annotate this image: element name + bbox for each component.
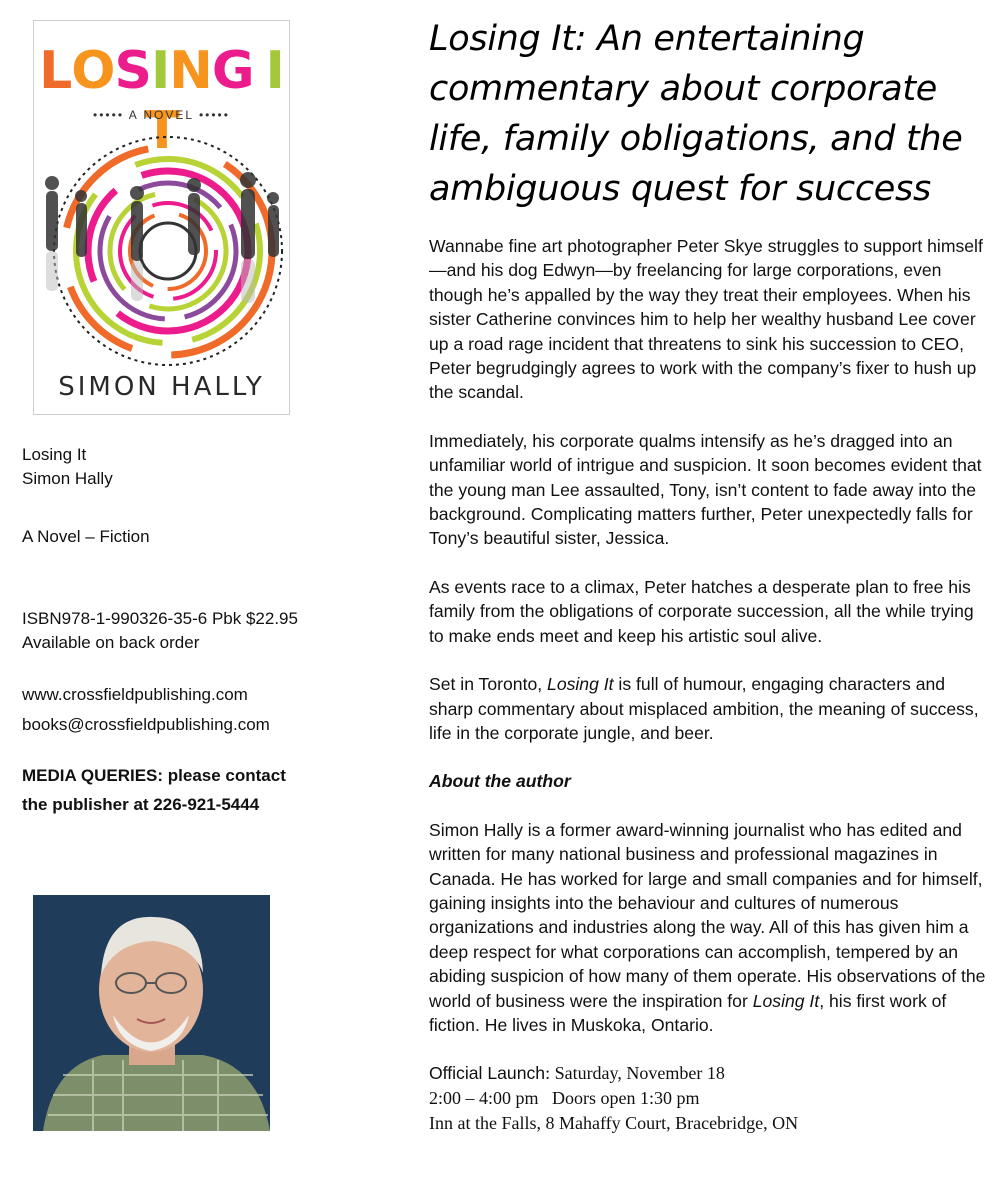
cover-title-letter: I xyxy=(150,41,170,101)
cover-art-circles xyxy=(36,131,289,371)
isbn-price: ISBN978-1-990326-35-6 Pbk $22.95 xyxy=(22,609,298,628)
headline: Losing It: An entertaining commentary about corporate life, family obligations, and the ambiguous quest for success xyxy=(429,19,963,209)
paragraph-climax: As events race to a climax, Peter hatches a desperate plan to free his family from the obligations of corporate succession, all the while trying to make ends meet and keep his artistic soul alive. xyxy=(429,576,974,646)
book-cover xyxy=(33,20,290,415)
launch-info xyxy=(429,1061,989,1136)
launch-venue: Inn at the Falls, 8 Mahaffy Court, Bracebridge, ON xyxy=(429,1113,799,1134)
cover-title-letter: G xyxy=(211,41,254,101)
availability: Available on back order xyxy=(22,633,200,652)
about-author-heading: About the author xyxy=(429,771,571,792)
cover-title-letter: S xyxy=(114,41,151,101)
author-photo xyxy=(33,895,270,1131)
cover-author: SIMON HALLY xyxy=(58,372,265,402)
setting-prefix: Set in Toronto, xyxy=(429,674,548,695)
book-author: Simon Hally xyxy=(22,469,113,488)
media-queries: MEDIA QUERIES: please contact xyxy=(22,766,286,785)
media-contact: the publisher at 226-921-5444 xyxy=(22,795,260,814)
cover-subtitle: ••••• A NOVEL ••••• xyxy=(93,108,230,122)
cover-title-letter: I xyxy=(265,41,284,101)
paragraph-bio xyxy=(429,818,989,1038)
paragraph-intrigue: Immediately, his corporate qualms intensify as he’s dragged into an unfamiliar world of intrigue and suspicion. It soon becomes evident that the young man Lee assaulted, Tony, isn’t content to fade away into the background. Complicating matters further, Peter unexpectedly falls for Tony’s beautiful sister, Jessica. xyxy=(429,430,982,549)
launch-time: 2:00 – 4:00 pm Doors open 1:30 pm xyxy=(429,1088,700,1109)
book-title: Losing It xyxy=(22,445,87,464)
bio-title: Losing It xyxy=(752,990,820,1011)
cover-title-letter: N xyxy=(169,41,212,101)
launch-label: Official Launch xyxy=(429,1063,546,1084)
website-link[interactable]: www.crossfieldpublishing.com xyxy=(22,685,248,704)
bio-suffix: , his first work of fiction. He lives in Muskoka, Ontario. xyxy=(429,990,947,1035)
bio-prefix: Simon Hally is a former award-winning journalist who has edited and written for many national business and professional magazines in Canada. He has worked for large and small companies and for himself, gaining insights into the behaviour and cultures of numerous organizations and industries along the way. All of this has given him a deep respect for what corporations can accomplish, tempered by an abiding suspicion of how many of them operate. His observations of the world of business were the inspiration for xyxy=(429,819,986,1011)
book-genre: A Novel – Fiction xyxy=(22,527,150,546)
setting-title: Losing It xyxy=(547,674,614,695)
cover-title-letter: O xyxy=(71,41,115,101)
cover-title-letter: T xyxy=(144,101,179,161)
paragraph-synopsis: Wannabe fine art photographer Peter Skye struggles to support himself—and his dog Edwyn—by freelancing for large corporations, even though he’s appalled by the way they treat their employees. When his sister Catherine convinces him to help her wealthy husband Lee cover up a road rage incident that threatens to sink his succession to CEO, Peter begrudgingly agrees to work with the company’s fixer to hush up the scandal. xyxy=(429,236,983,403)
launch-date: : Saturday, November 18 xyxy=(545,1063,725,1084)
launch-date-line xyxy=(429,1061,989,1086)
book-info xyxy=(22,443,322,819)
paragraph-setting xyxy=(429,672,989,745)
cover-title-letter: L xyxy=(39,41,72,101)
setting-suffix: is full of humour, engaging characters and sharp commentary about misplaced ambition, the meaning of success, life in the corporate jungle, and beer. xyxy=(429,674,979,743)
article-body xyxy=(429,234,989,1136)
email-link[interactable]: books@crossfieldpublishing.com xyxy=(22,715,270,734)
